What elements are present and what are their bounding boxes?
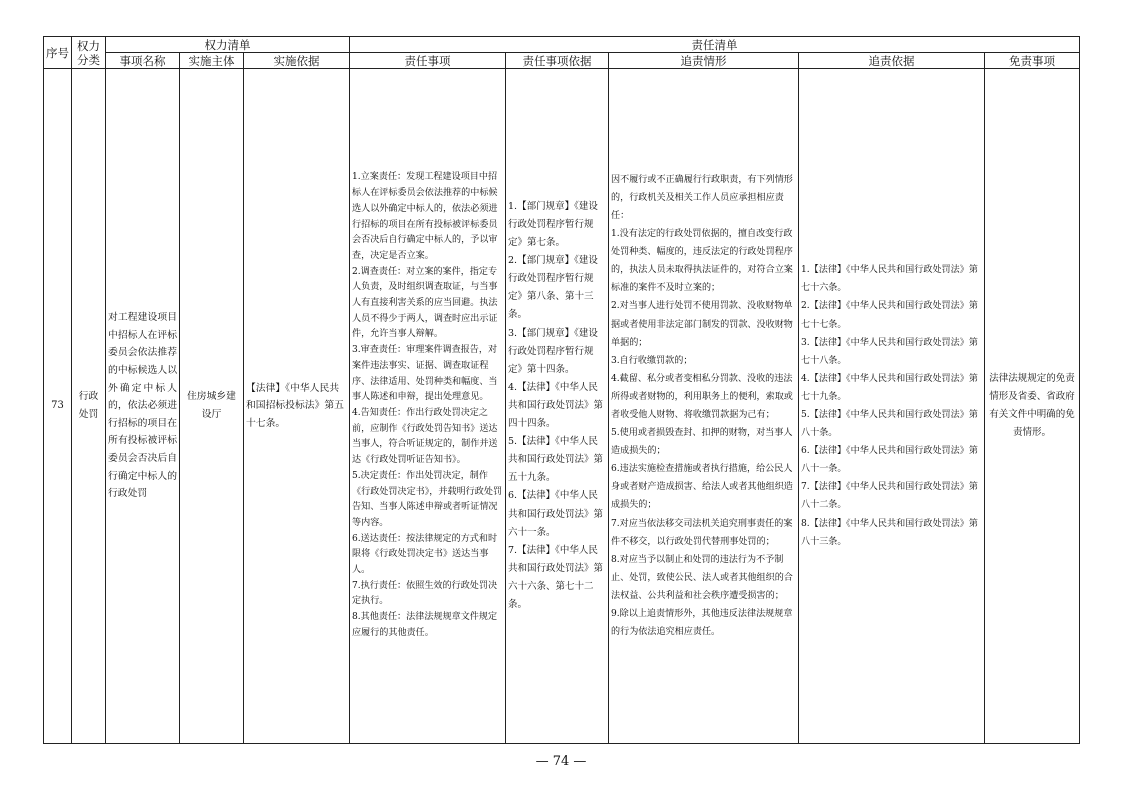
resp-item: 7.执行责任：依照生效的行政处罚决定执行。	[352, 580, 498, 607]
header-subject: 实施主体	[180, 53, 244, 69]
accountability-item: 5.使用或者损毁查封、扣押的财物，对当事人造成损失的；	[611, 428, 793, 457]
acct-basis-item: 7.【法律】《中华人民共和国行政处罚法》第八十二条。	[801, 482, 978, 511]
acct-basis-list	[801, 261, 982, 551]
resp-item: 2.调查责任：对立案的案件，指定专人负责，及时组织调查取证，与当事人有直接利害关系的应当回避。执法人员不得少于两人，调查时应出示证件，允许当事人辩解。	[352, 266, 498, 340]
accountability-list	[611, 171, 796, 641]
accountability-item: 3.自行收缴罚款的；	[611, 355, 693, 366]
table-row	[44, 69, 1080, 744]
header-acct-basis: 追责依据	[799, 53, 985, 69]
accountability-item: 因不履行或不正确履行行政职责，有下列情形的，行政机关及相关工作人员应承担相应责任：	[611, 174, 793, 221]
resp-basis-item: 7.【法律】《中华人民共和国行政处罚法》第六十六条、第七十二条。	[508, 544, 604, 610]
accountability-item: 6.违法实施检查措施或者执行措施，给公民人身或者财产造成损害、给法人或者其他组织造成损失的；	[611, 464, 793, 511]
resp-basis-list	[508, 198, 606, 614]
resp-item: 8.其他责任：法律法规规章文件规定应履行的其他责任。	[352, 612, 498, 638]
resp-item: 1.立案责任：发现工程建设项目中招标人在评标委员会依法推荐的中标候选人以外确定中标人的，依法必须进行招标的项目在所有投标被评标委员会否决后自行确定中标人的，予以审查，决定是否立案。	[352, 172, 498, 261]
resp-basis-item: 4.【法律】《中华人民共和国行政处罚法》第四十四条。	[508, 381, 604, 430]
accountability-item: 4.截留、私分或者变相私分罚款、没收的违法所得或者财物的，利用职务上的便利，索取或者收受他人财物、将收缴罚款据为己有；	[611, 373, 793, 420]
acct-basis-item: 6.【法律】《中华人民共和国行政处罚法》第八十一条。	[801, 446, 978, 475]
acct-basis-item: 1.【法律】《中华人民共和国行政处罚法》第七十六条。	[801, 265, 978, 294]
header-resp-basis: 责任事项依据	[506, 53, 609, 69]
accountability-item: 9.除以上追责情形外，其他违反法律法规规章的行为依法追究相应责任。	[611, 609, 793, 638]
accountability-item: 2.对当事人进行处罚不使用罚款、没收财物单据或者使用非法定部门制发的罚款、没收财物单据的；	[611, 301, 793, 348]
acct-basis-item: 4.【法律】《中华人民共和国行政处罚法》第七十九条。	[801, 373, 978, 402]
acct-basis-item: 3.【法律】《中华人民共和国行政处罚法》第七十八条。	[801, 337, 978, 366]
header-exemption: 免责事项	[985, 53, 1080, 69]
row-basis: 【法律】《中华人民共和国招标投标法》第五十七条。	[244, 69, 350, 744]
resp-basis-item: 3.【部门规章】《建设行政处罚程序暂行规定》第十四条。	[508, 327, 598, 375]
resp-basis-item: 6.【法律】《中华人民共和国行政处罚法》第六十一条。	[508, 490, 604, 538]
row-subject: 住房城乡建设厅	[180, 69, 244, 744]
resp-item: 4.告知责任：作出行政处罚决定之前，应制作《行政处罚告知书》送达当事人，符合听证规定的，制作并送达《行政处罚听证告知书》。	[352, 408, 498, 466]
row-accountability	[609, 69, 799, 744]
resp-basis-item: 1.【部门规章】《建设行政处罚程序暂行规定》第七条。	[508, 200, 598, 249]
row-item-name: 对工程建设项目中招标人在评标委员会依法推荐的中标候选人以外确定中标人的，依法必须进行招标的项目在所有投标被评标委员会否决后自行确定中标人的行政处罚	[106, 69, 180, 744]
row-seq: 73	[44, 69, 72, 744]
header-basis: 实施依据	[244, 53, 350, 69]
header-power-list: 权力清单	[106, 37, 350, 53]
page-number: — 74 —	[535, 754, 587, 769]
row-category: 行政处罚	[72, 69, 106, 744]
header-item-name: 事项名称	[106, 53, 180, 69]
resp-item: 6.送达责任：按法律规定的方式和时限将《行政处罚决定书》送达当事人。	[352, 533, 498, 576]
accountability-item: 1.没有法定的行政处罚依据的，擅自改变行政处罚种类、幅度的，违反法定的行政处罚程序的，执法人员未取得执法证件的，对符合立案标准的案件不及时立案的；	[611, 229, 793, 294]
header-accountability: 追责情形	[609, 53, 799, 69]
power-responsibility-table	[43, 36, 1080, 744]
resp-item: 3.审查责任：审理案件调查报告，对案件违法事实、证据、调查取证程序、法律适用、处罚种类和幅度、当事人陈述和申辩，提出处理意见。	[352, 345, 498, 403]
row-resp-items	[350, 69, 506, 744]
resp-basis-item: 2.【部门规章】《建设行政处罚程序暂行规定》第八条、第十三条。	[508, 255, 598, 321]
resp-item: 5.决定责任：作出处罚决定，制作《行政处罚决定书》，并载明行政处罚告知、当事人陈述申辩或者听证情况等内容。	[352, 470, 503, 528]
resp-basis-item: 5.【法律】《中华人民共和国行政处罚法》第五十九条。	[508, 436, 604, 484]
row-acct-basis	[799, 69, 985, 744]
acct-basis-item: 2.【法律】《中华人民共和国行政处罚法》第七十七条。	[801, 301, 978, 330]
row-exemption: 法律法规规定的免责情形及省委、省政府有关文件中明确的免责情形。	[985, 69, 1080, 744]
row-resp-basis	[506, 69, 609, 744]
acct-basis-item: 8.【法律】《中华人民共和国行政处罚法》第八十三条。	[801, 518, 978, 547]
header-seq: 序号	[44, 37, 72, 69]
header-responsibility-list: 责任清单	[350, 37, 1080, 53]
header-resp-items: 责任事项	[350, 53, 506, 69]
accountability-item: 7.对应当依法移交司法机关追究刑事责任的案件不移交，以行政处罚代替刑事处罚的；	[611, 518, 793, 547]
resp-items-list	[352, 170, 503, 641]
accountability-item: 8.对应当予以制止和处罚的违法行为不予制止、处罚，致使公民、法人或者其他组织的合法权益、公共利益和社会秩序遭受损害的；	[611, 554, 793, 601]
acct-basis-item: 5.【法律】《中华人民共和国行政处罚法》第八十条。	[801, 410, 978, 439]
header-category: 权力分类	[72, 37, 106, 69]
